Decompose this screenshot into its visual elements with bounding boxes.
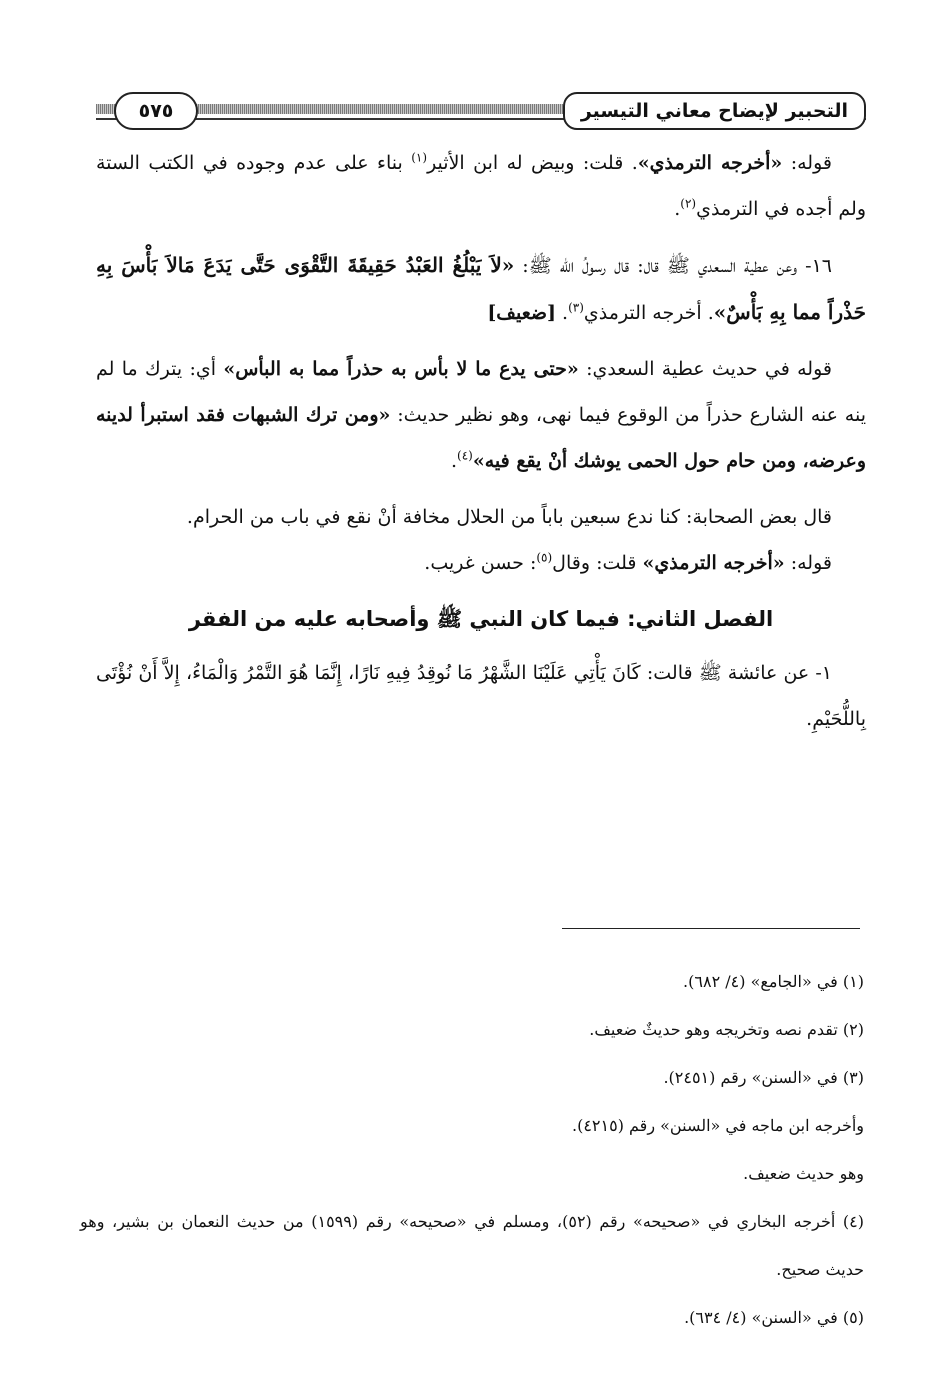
text: . <box>450 450 458 472</box>
paragraph-commentary-2 <box>96 346 866 484</box>
text: ١- عن عائشة ﷺ قالت: <box>640 662 833 684</box>
page-header <box>96 92 866 138</box>
hadith-text: كَانَ يَأْتِي عَلَيْنَا الشَّهْرُ مَا نُوقِدُ فِيهِ نَارًا، إِنَّمَا هُوَ التَّمْرُ وَالْمَاءُ، إِلاَّ أَنْ نُؤْتَى بِاللُّحَيْمِ. <box>96 662 866 730</box>
footnote-4: (٤) أخرجه البخاري في «صحيحه» رقم (٥٢)، ومسلم في «صحيحه» رقم (١٥٩٩) من حديث النعمان بن بشير، وهو حديث صحيح. <box>80 1212 865 1279</box>
running-title: التحبير لإيضاح معاني التيسير <box>563 92 866 130</box>
paragraph-hadith-1 <box>96 650 866 742</box>
text: . قلت: وبيض له ابن الأثير <box>427 152 638 174</box>
footnote-separator <box>562 928 860 929</box>
text: ١٦- وعن عطية السعدي ﷺ قال: قال رسولُ الله ﷺ: <box>514 255 833 277</box>
footnote-ref-4: (٤) <box>457 448 473 463</box>
grade-badge: [ضعيف] <box>487 302 556 324</box>
text: قلت: وقال <box>552 552 643 574</box>
paragraph-hadith-16 <box>96 242 866 336</box>
footnote-3: (٣) في «السنن» رقم (٢٤٥١). <box>663 1068 864 1087</box>
text: قوله في حديث عطية السعدي: <box>578 358 832 380</box>
paragraph-commentary-1 <box>96 140 866 232</box>
text: . <box>556 302 569 324</box>
footnote-ref-1: (١) <box>411 150 428 165</box>
footnote-ref-2: (٢) <box>680 196 697 211</box>
quote: «ومن ترك الشبهات فقد استبرأ لدينه وعرضه، ومن حام حول الحمى يوشك أنْ يقع فيه» <box>96 404 866 472</box>
text: بناء على عدم وجوده في الكتب الستة ولم أجده في الترمذي <box>96 152 866 220</box>
quote: «حتى يدع ما لا بأس به حذراً مما به البأس» <box>223 358 579 380</box>
footnote-ref-5: (٥) <box>536 550 553 565</box>
paragraph-commentary-3 <box>96 540 866 586</box>
text: قوله: <box>782 152 832 174</box>
footnote-3-grade: وهو حديث ضعيف. <box>743 1164 864 1183</box>
text: : حسن غريب. <box>424 552 537 574</box>
footnote-ref-3: (٣) <box>568 300 584 315</box>
footnote-5: (٥) في «السنن» (٤/ ٦٣٤). <box>684 1308 864 1327</box>
footnote-3-continued: وأخرجه ابن ماجه في «السنن» رقم (٤٢١٥). <box>572 1116 864 1135</box>
quote: «أخرجه الترمذي» <box>642 552 785 574</box>
footnote-2: (٢) تقدم نصه وتخريجه وهو حديثٌ ضعيف. <box>589 1020 864 1039</box>
text: . أخرجه الترمذي <box>583 302 714 324</box>
quote: «أخرجه الترمذي» <box>637 152 783 174</box>
paragraph-companion-saying: قال بعض الصحابة: كنا ندع سبعين باباً من الحلال مخافة أنْ نقع في باب من الحرام. <box>186 506 832 528</box>
text: أي: يترك ما لم ينه عنه الشارع حذراً من الوقوع فيما نهى، وهو نظير حديث: <box>96 358 867 426</box>
page-number: ٥٧٥ <box>114 92 198 130</box>
text: قوله: <box>784 552 832 574</box>
footnote-1: (١) في «الجامع» (٤/ ٦٨٢). <box>683 972 864 991</box>
text: . <box>674 198 681 220</box>
section-heading: الفصل الثاني: فيما كان النبي ﷺ وأصحابه عليه من الفقر <box>188 607 774 631</box>
footnotes <box>80 958 864 1342</box>
hadith-text: «لاَ يَبْلُغُ العَبْدُ حَقِيقَةَ التَّقْوَى حَتَّى يَدَعَ مَالاَ بَأْسَ بِهِ حَذْراً مما بِهِ بَأْسٌ» <box>96 253 866 324</box>
main-text <box>96 140 866 742</box>
